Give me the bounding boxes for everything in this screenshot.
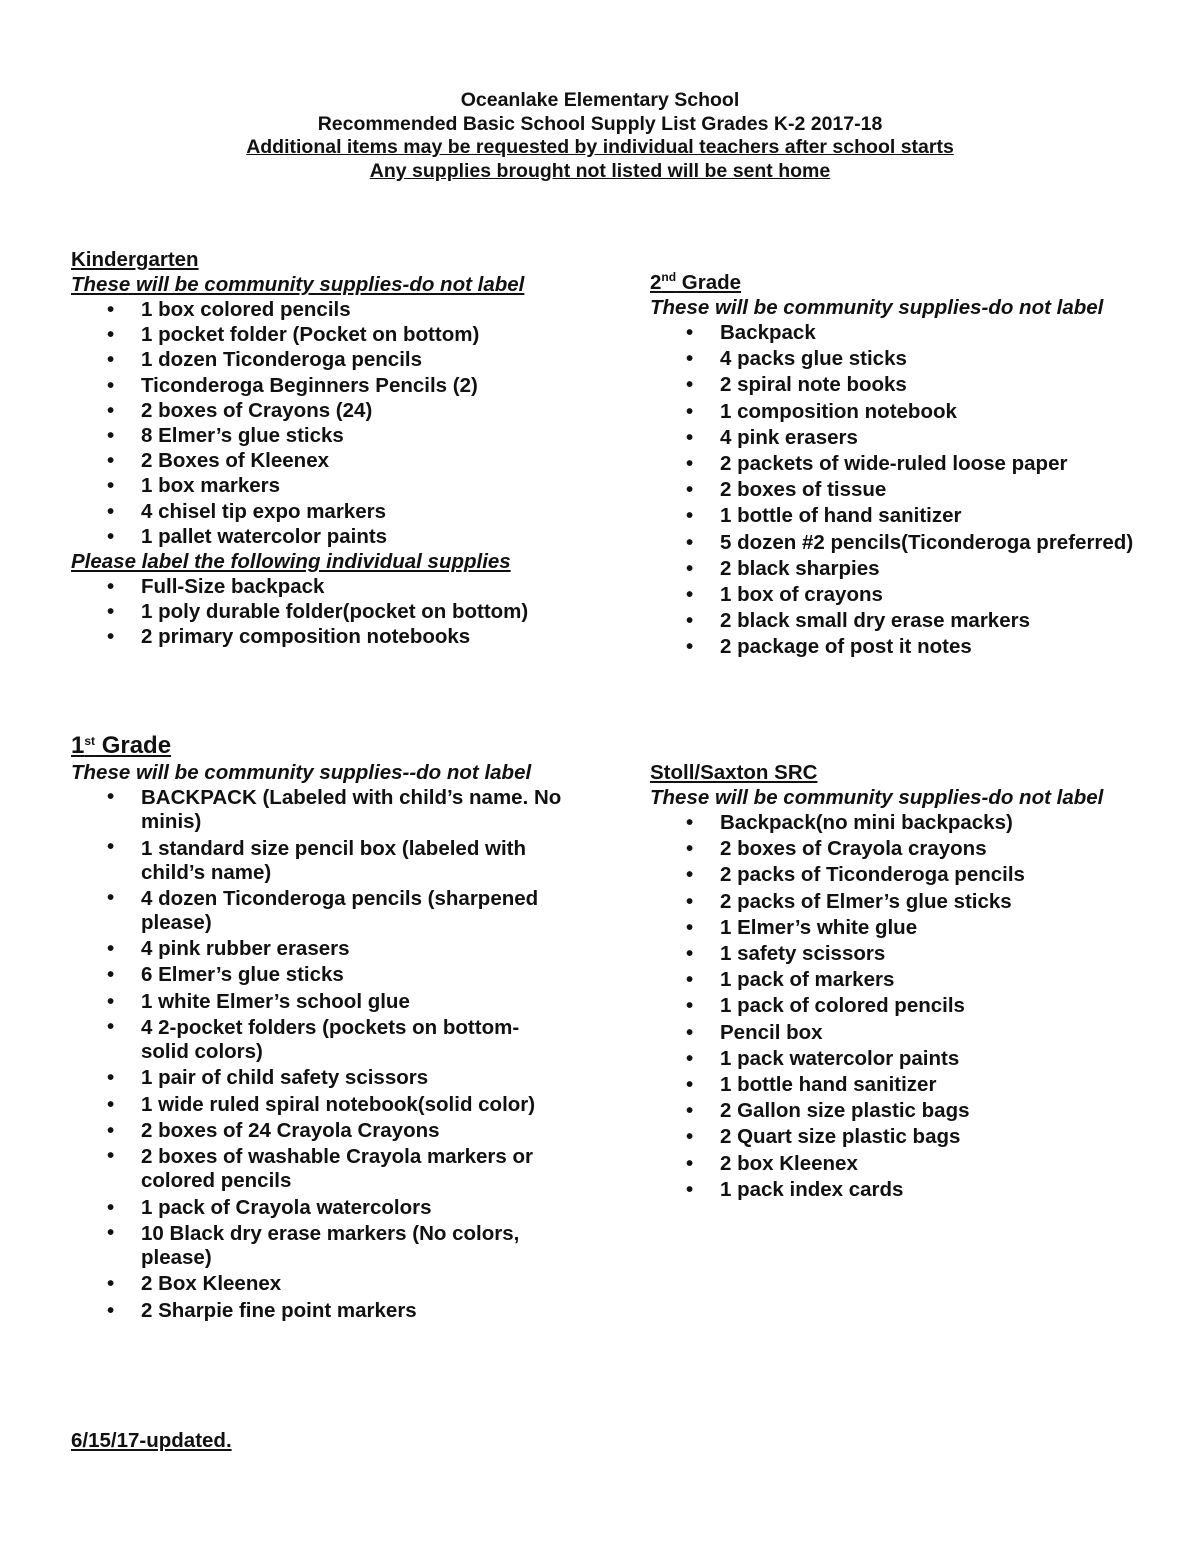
grade2-list [650,320,1190,661]
list-item: • 2 boxes of Crayola crayons [650,836,1190,862]
list-item: • 1 pack of markers [650,967,1190,993]
list-item: • 2 boxes of tissue [650,477,1190,503]
list-item: • Pencil box [650,1020,1190,1046]
list-item: • 1 pack of Crayola watercolors [71,1195,571,1221]
list-item: • 1 poly durable folder(pocket on bottom) [71,599,631,624]
kindergarten-section [71,248,631,650]
list-item: • 2 black sharpies [650,556,1190,582]
list-item: • 4 pink erasers [650,425,1190,451]
school-name: Oceanlake Elementary School [460,89,740,111]
kindergarten-title: Kindergarten [71,248,199,271]
grade2-community-note: These will be community supplies-do not label [650,296,1104,319]
list-item: • 2 Boxes of Kleenex [71,448,631,473]
kindergarten-label-list [71,574,631,650]
document-title: Recommended Basic School Supply List Grades K-2 2017-18 [317,112,883,135]
list-item: • 1 pack watercolor paints [650,1046,1190,1072]
grade1-title: 1st Grade [71,732,172,759]
list-item: • 2 packs of Elmer’s glue sticks [650,889,1190,915]
additional-items-note: Additional items may be requested by individual teachers after school starts [246,136,954,159]
list-item: • 2 packs of Ticonderoga pencils [650,862,1190,888]
src-section [650,761,1190,1203]
list-item: • 1 pallet watercolor paints [71,524,631,549]
kindergarten-community-list [71,297,631,549]
list-item: • 2 boxes of 24 Crayola Crayons [71,1118,571,1144]
list-item: • 10 Black dry erase markers (No colors, please) [71,1221,571,1271]
list-item: • 1 white Elmer’s school glue [71,989,571,1015]
grade1-section [71,732,571,1324]
src-community-note: These will be community supplies-do not label [650,786,1104,809]
list-item: • 1 Elmer’s white glue [650,915,1190,941]
list-item: • 2 box Kleenex [650,1151,1190,1177]
list-item: • 4 packs glue sticks [650,346,1190,372]
list-item: • 2 Gallon size plastic bags [650,1098,1190,1124]
list-item: • 1 box colored pencils [71,297,631,322]
document-header [0,89,1200,184]
list-item: • 1 pack of colored pencils [650,993,1190,1019]
list-item: • 2 packets of wide-ruled loose paper [650,451,1190,477]
list-item: • Backpack(no mini backpacks) [650,810,1190,836]
list-item: • 2 Box Kleenex [71,1271,571,1297]
list-item: • 1 box markers [71,473,631,498]
list-item: • 4 dozen Ticonderoga pencils (sharpened please) [71,886,571,936]
list-item: • 1 box of crayons [650,582,1190,608]
list-item: • 1 dozen Ticonderoga pencils [71,347,631,372]
list-item: • 8 Elmer’s glue sticks [71,423,631,448]
list-item: • 2 package of post it notes [650,634,1190,660]
unlisted-supplies-note: Any supplies brought not listed will be sent home [369,160,831,183]
list-item: • Ticonderoga Beginners Pencils (2) [71,373,631,398]
list-item: • 4 pink rubber erasers [71,936,571,962]
list-item: • Full-Size backpack [71,574,631,599]
list-item: • 2 boxes of Crayons (24) [71,398,631,423]
list-item: • 1 pocket folder (Pocket on bottom) [71,322,631,347]
grade2-section [650,271,1190,661]
list-item: • BACKPACK (Labeled with child’s name. No minis) [71,785,571,835]
list-item: • 2 Sharpie fine point markers [71,1298,571,1324]
list-item: • Backpack [650,320,1190,346]
list-item: • 6 Elmer’s glue sticks [71,962,571,988]
kindergarten-label-note: Please label the following individual supplies [71,550,511,574]
grade1-community-note: These will be community supplies--do not label [71,761,532,784]
list-item: • 1 pair of child safety scissors [71,1065,571,1091]
list-item: • 1 wide ruled spiral notebook(solid color) [71,1092,571,1118]
updated-date: 6/15/17-updated. [71,1429,232,1452]
list-item: • 2 Quart size plastic bags [650,1124,1190,1150]
grade1-list [71,785,571,1324]
list-item: • 2 boxes of washable Crayola markers or colored pencils [71,1144,571,1194]
list-item: • 4 2-pocket folders (pockets on bottom- solid colors) [71,1015,571,1065]
kindergarten-community-note: These will be community supplies-do not label [71,273,525,296]
src-list [650,810,1190,1203]
list-item: • 1 standard size pencil box (labeled with child’s name) [71,835,571,885]
src-title: Stoll/Saxton SRC [650,761,818,784]
list-item: • 5 dozen #2 pencils(Ticonderoga preferred) [650,530,1190,556]
list-item: • 1 bottle of hand sanitizer [650,503,1190,529]
list-item: • 1 composition notebook [650,399,1190,425]
list-item: • 2 black small dry erase markers [650,608,1190,634]
list-item: • 1 pack index cards [650,1177,1190,1203]
grade2-title: 2nd Grade [650,270,742,294]
list-item: • 1 bottle hand sanitizer [650,1072,1190,1098]
list-item: • 1 safety scissors [650,941,1190,967]
list-item: • 2 spiral note books [650,372,1190,398]
list-item: • 2 primary composition notebooks [71,624,631,649]
list-item: • 4 chisel tip expo markers [71,499,631,524]
